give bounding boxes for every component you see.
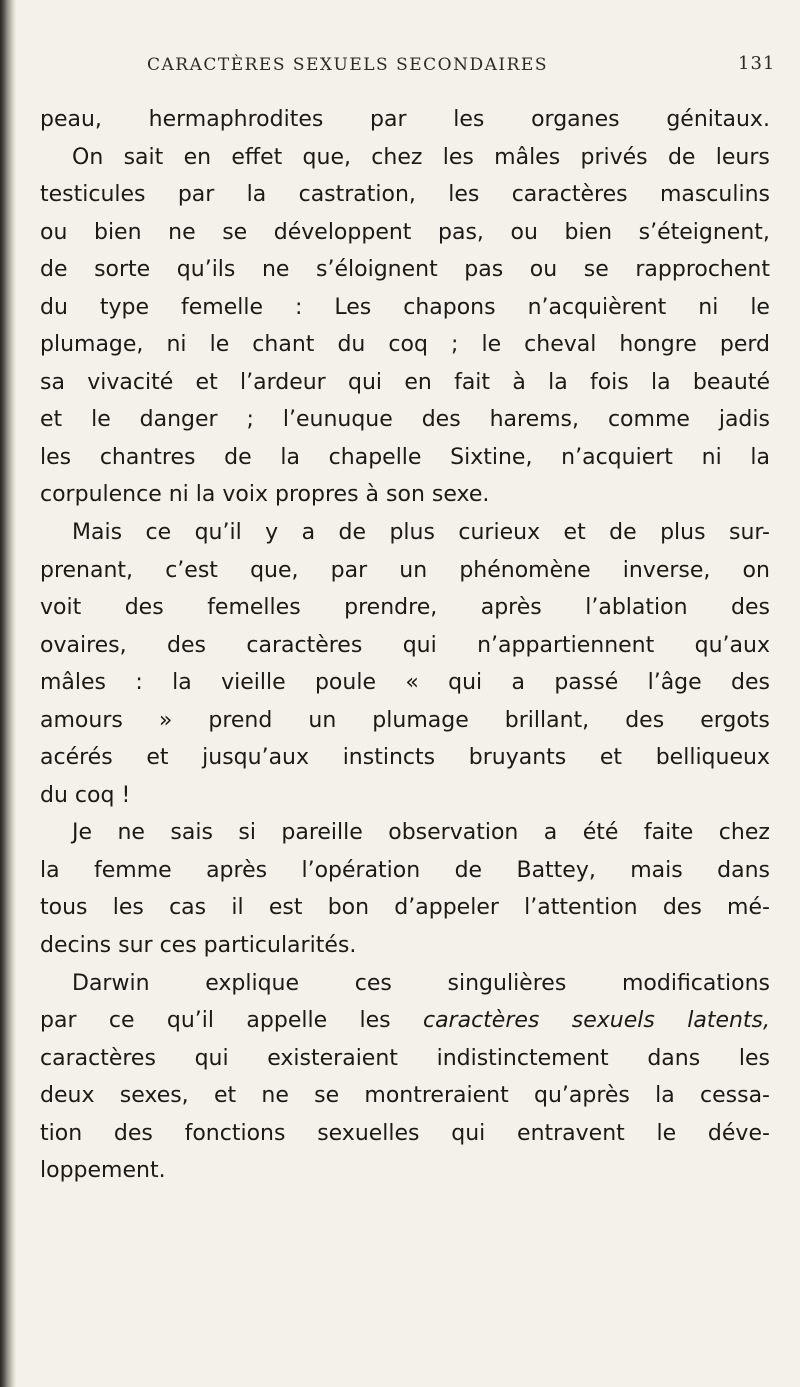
text-line	[40, 289, 770, 327]
word: prend	[208, 707, 273, 733]
word: amours	[40, 707, 123, 733]
text-line	[40, 552, 770, 590]
text-line	[40, 664, 770, 702]
word: tous	[40, 895, 88, 921]
word: la	[280, 444, 300, 470]
text-line	[40, 401, 770, 439]
text-line	[40, 739, 770, 777]
text-line	[40, 439, 770, 477]
word: coq	[74, 782, 115, 808]
word: singulières	[447, 970, 567, 996]
page-number: 131	[738, 53, 776, 74]
word: a	[511, 670, 525, 696]
word: et	[599, 745, 623, 771]
word: par	[40, 1008, 77, 1034]
word: la	[172, 670, 192, 696]
text-line	[40, 139, 770, 177]
text-line	[40, 251, 770, 289]
word: leurs	[715, 144, 770, 170]
word: et	[195, 369, 218, 395]
word: est	[268, 895, 303, 921]
word: bruyants	[468, 745, 567, 771]
word: testicules	[40, 182, 146, 208]
text-line	[40, 326, 770, 364]
word: en	[404, 369, 432, 395]
word: sexuelles	[317, 1120, 420, 1146]
word: rapprochent	[635, 257, 770, 283]
word: dans	[647, 1045, 701, 1071]
word: deux	[40, 1083, 95, 1109]
text-line	[40, 176, 770, 214]
word: de	[667, 144, 696, 170]
word: !	[121, 782, 131, 808]
text-line	[40, 927, 770, 965]
word: «	[405, 670, 419, 696]
word: jadis	[718, 407, 770, 433]
word: poule	[314, 670, 376, 696]
word: chapons	[403, 294, 496, 320]
word: coq	[388, 332, 428, 358]
word: privés	[580, 144, 648, 170]
word: qui	[194, 1045, 229, 1071]
word: par	[370, 107, 407, 132]
word: la	[750, 444, 770, 470]
text-line	[40, 1040, 770, 1078]
word: hermaphrodites	[148, 107, 324, 132]
word: dans	[717, 857, 770, 883]
word: bon	[327, 895, 370, 921]
word: du	[40, 782, 68, 808]
word: s’éloignent	[316, 257, 438, 283]
word: peau,	[40, 107, 102, 132]
word: que,	[250, 557, 299, 583]
word: hongre	[619, 332, 697, 358]
word: ne	[168, 219, 196, 245]
word: les	[453, 107, 485, 132]
word: type	[99, 294, 150, 320]
text-line	[40, 1077, 770, 1115]
word: l’opération	[301, 857, 421, 883]
word: On	[72, 144, 104, 170]
text-line	[40, 1115, 770, 1153]
word: sais	[170, 820, 213, 846]
word: des	[167, 632, 206, 658]
text-line	[40, 1152, 770, 1190]
word: se	[222, 219, 248, 245]
word: caractères	[511, 182, 628, 208]
word: un	[399, 557, 428, 583]
word: déve-	[707, 1120, 770, 1146]
word: appelle	[246, 1008, 328, 1034]
word: il	[231, 895, 244, 921]
text-line	[40, 627, 770, 665]
word: des	[625, 707, 665, 733]
word: bien	[93, 219, 142, 245]
word: caractères	[246, 632, 363, 658]
word: ovaires,	[40, 632, 127, 658]
word: caractères	[40, 1045, 156, 1071]
word: chapelle	[328, 444, 422, 470]
word: fait	[454, 369, 491, 395]
word: Sixtine,	[450, 444, 533, 470]
text-line	[40, 364, 770, 402]
word: bien	[564, 219, 613, 245]
word: ne	[261, 1083, 289, 1109]
word: des	[731, 595, 770, 621]
word: Les	[334, 294, 372, 320]
word: prendre,	[344, 595, 438, 621]
word: des	[421, 407, 461, 433]
word: qu’ils	[176, 257, 236, 283]
word: brillant,	[504, 707, 590, 733]
word: après	[480, 595, 542, 621]
word: mâles	[40, 670, 107, 696]
word: propres	[275, 482, 359, 508]
text-line	[40, 965, 770, 1003]
word: observation	[388, 820, 519, 846]
word: vieille	[221, 670, 286, 696]
word: développent	[273, 219, 412, 245]
word: un	[308, 707, 337, 733]
text-line	[40, 1002, 770, 1040]
word: latents,	[687, 1008, 770, 1034]
word: et	[563, 520, 586, 546]
word: sur-	[729, 520, 770, 546]
word: faite	[643, 820, 694, 846]
word: plus	[389, 520, 435, 546]
word: y	[265, 520, 279, 546]
word: cessa-	[700, 1083, 770, 1109]
word: existeraient	[267, 1045, 398, 1071]
word: sorte	[94, 257, 151, 283]
text-line	[40, 101, 770, 139]
word: génitaux.	[666, 107, 770, 132]
word: fois	[589, 369, 629, 395]
word: les	[738, 1045, 770, 1071]
word: l’âge	[647, 670, 702, 696]
word: plumage	[372, 707, 469, 733]
word: des	[113, 1120, 153, 1146]
word: ni	[698, 294, 719, 320]
word: la	[548, 369, 568, 395]
word: en	[183, 144, 212, 170]
word: qui	[451, 1120, 486, 1146]
page-binding-edge	[0, 0, 16, 1387]
word: ergots	[700, 707, 770, 733]
body-text	[40, 101, 770, 1190]
word: plumage,	[40, 332, 144, 358]
word: masculins	[659, 182, 770, 208]
word: pareille	[281, 820, 363, 846]
word: de	[609, 520, 637, 546]
word: loppement.	[40, 1158, 166, 1184]
word: organes	[531, 107, 620, 132]
word: n’acquièrent	[527, 294, 667, 320]
running-header: CARACTÈRES SEXUELS SECONDAIRES	[147, 55, 548, 75]
word: danger	[139, 407, 218, 433]
word: voix	[222, 482, 269, 508]
word: son	[386, 482, 425, 508]
word: chez	[371, 144, 423, 170]
word: qu’il	[166, 1008, 215, 1034]
word: Battey,	[516, 857, 596, 883]
word: les	[448, 182, 480, 208]
word: jusqu’aux	[202, 745, 310, 771]
word: le	[209, 332, 230, 358]
word: a	[301, 520, 316, 546]
word: l’ablation	[585, 595, 688, 621]
word: par	[177, 182, 215, 208]
word: comme	[607, 407, 690, 433]
word: tion	[40, 1120, 83, 1146]
word: inverse,	[622, 557, 711, 583]
word: fonctions	[184, 1120, 286, 1146]
word: chant	[252, 332, 315, 358]
word: ou	[510, 219, 538, 245]
word: les	[359, 1008, 391, 1034]
word: voit	[40, 595, 82, 621]
word: le	[481, 332, 502, 358]
word: qu’aux	[694, 632, 770, 658]
word: ou	[529, 257, 558, 283]
word: et	[40, 407, 63, 433]
word: de	[224, 444, 252, 470]
text-line	[40, 514, 770, 552]
word: Darwin	[72, 970, 150, 996]
word: corpulence	[40, 482, 162, 508]
word: pas,	[438, 219, 484, 245]
word: effet	[231, 144, 283, 170]
word: de	[454, 857, 483, 883]
word: acérés	[40, 745, 113, 771]
word: »	[158, 707, 173, 733]
word: le	[91, 407, 111, 433]
word: chantres	[99, 444, 196, 470]
word: entravent	[517, 1120, 625, 1146]
word: ou	[40, 219, 68, 245]
word: les	[40, 444, 72, 470]
word: la	[651, 369, 671, 395]
text-line	[40, 589, 770, 627]
word: la	[655, 1083, 675, 1109]
word: :	[135, 670, 143, 696]
word: les	[112, 895, 144, 921]
word: chez	[718, 820, 770, 846]
word: sexes,	[119, 1083, 189, 1109]
word: femelles	[207, 595, 301, 621]
word: Je	[72, 820, 93, 846]
word: vivacité	[87, 369, 174, 395]
word: harems,	[489, 407, 580, 433]
word: qui	[402, 632, 437, 658]
word: indistinctement	[436, 1045, 609, 1071]
word: s’éteignent,	[638, 219, 770, 245]
word: de	[40, 257, 68, 283]
word: sexuels	[571, 1008, 655, 1034]
text-line	[40, 814, 770, 852]
word: Mais	[72, 520, 123, 546]
text-line	[40, 702, 770, 740]
word: par	[330, 557, 368, 583]
word: d’appeler	[394, 895, 499, 921]
word: du	[337, 332, 366, 358]
word: des	[662, 895, 702, 921]
word: à	[512, 369, 526, 395]
word: l’eunuque	[282, 407, 393, 433]
word: après	[206, 857, 268, 883]
word: ;	[246, 407, 254, 433]
word: la	[246, 182, 267, 208]
word: ces	[159, 933, 197, 959]
text-line	[40, 214, 770, 252]
word: de	[338, 520, 367, 546]
word: a	[543, 820, 558, 846]
word: et	[146, 745, 169, 771]
word: la	[40, 857, 60, 883]
word: pas	[464, 257, 504, 283]
word: mé-	[727, 895, 770, 921]
word: ce	[108, 1008, 135, 1034]
word: à	[365, 482, 380, 508]
word: si	[238, 820, 256, 846]
word: on	[742, 557, 770, 583]
word: perd	[719, 332, 770, 358]
word: montreraient	[364, 1083, 509, 1109]
word: explique	[205, 970, 300, 996]
word: qui	[448, 670, 483, 696]
word: n’appartiennent	[477, 632, 655, 658]
word: ce	[145, 520, 172, 546]
word: sexe.	[431, 482, 490, 508]
word: decins	[40, 933, 112, 959]
word: ni	[701, 444, 722, 470]
word: ne	[261, 257, 290, 283]
word: que,	[302, 144, 351, 170]
text-line	[40, 852, 770, 890]
word: le	[750, 294, 770, 320]
word: mâles	[494, 144, 561, 170]
word: :	[295, 294, 303, 320]
word: l’attention	[524, 895, 638, 921]
word: le	[656, 1120, 677, 1146]
word: du	[40, 294, 68, 320]
word: ni	[168, 482, 189, 508]
word: sa	[40, 369, 65, 395]
word: ;	[450, 332, 459, 358]
word: ne	[117, 820, 145, 846]
word: curieux	[458, 520, 541, 546]
word: qu’il	[194, 520, 242, 546]
word: cas	[169, 895, 207, 921]
word: caractères	[422, 1008, 540, 1034]
word: sait	[123, 144, 164, 170]
word: ces	[354, 970, 392, 996]
word: été	[582, 820, 619, 846]
word: phénomène	[459, 557, 591, 583]
word: passé	[554, 670, 619, 696]
word: instincts	[342, 745, 436, 771]
word: c’est	[165, 557, 218, 583]
word: prenant,	[40, 557, 134, 583]
word: femme	[93, 857, 172, 883]
word: les	[442, 144, 474, 170]
word: plus	[660, 520, 706, 546]
word: la	[195, 482, 216, 508]
text-line	[40, 889, 770, 927]
word: se	[583, 257, 609, 283]
text-line	[40, 777, 770, 815]
word: particularités.	[203, 933, 357, 959]
word: l’ardeur	[239, 369, 326, 395]
word: beauté	[692, 369, 770, 395]
word: belliqueux	[655, 745, 770, 771]
text-line	[40, 476, 770, 514]
word: sur	[118, 933, 153, 959]
word: cheval	[524, 332, 597, 358]
word: femelle	[181, 294, 264, 320]
word: ni	[166, 332, 187, 358]
word: des	[731, 670, 770, 696]
word: modifications	[621, 970, 770, 996]
word: des	[124, 595, 164, 621]
word: qui	[348, 369, 383, 395]
word: n’acquiert	[561, 444, 673, 470]
word: et	[213, 1083, 237, 1109]
word: mais	[630, 857, 683, 883]
word: qu’après	[533, 1083, 630, 1109]
word: castration,	[298, 182, 416, 208]
word: se	[314, 1083, 340, 1109]
